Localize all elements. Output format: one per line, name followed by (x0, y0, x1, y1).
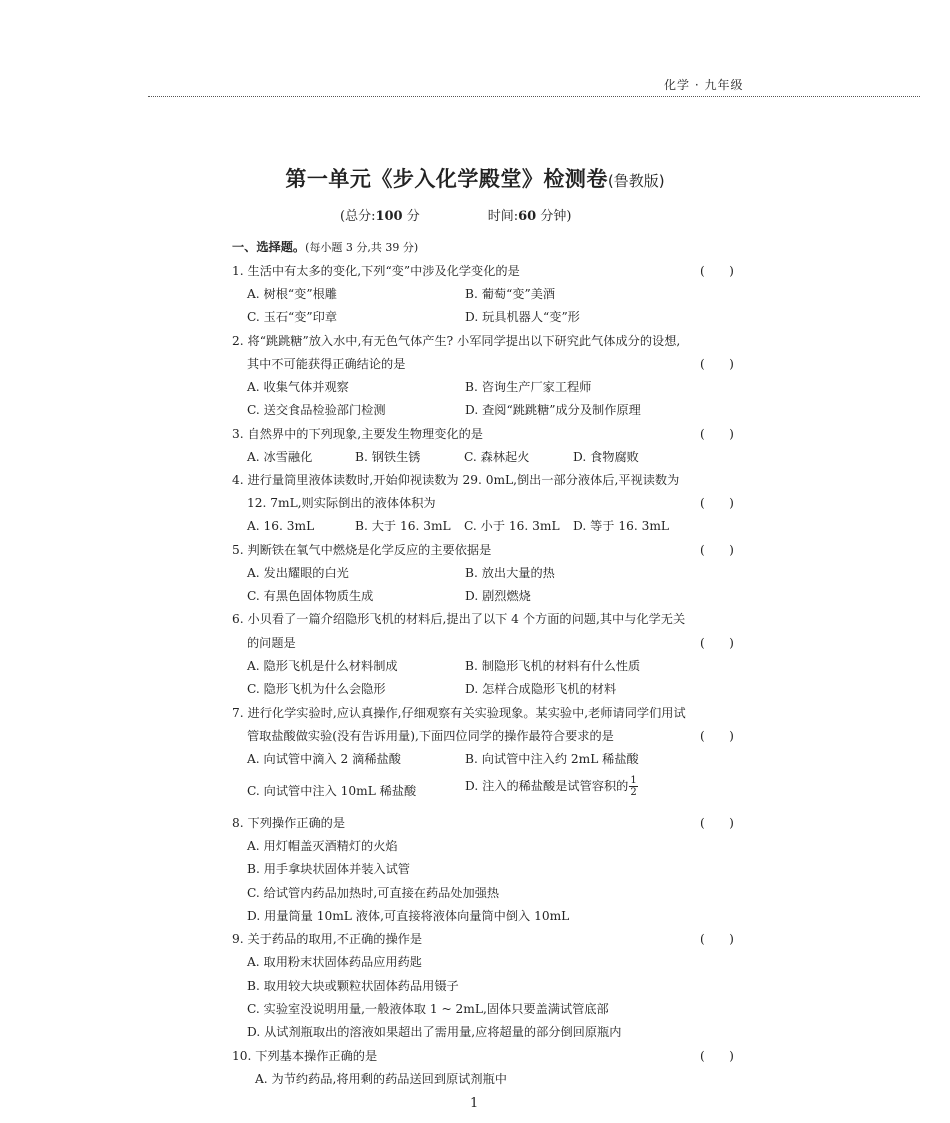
q6-option-a: A. 隐形飞机是什么材料制成 (247, 659, 398, 673)
q4-option-b: B. 大于 16. 3mL (355, 519, 451, 533)
total-score-unit: 分 (402, 209, 420, 224)
q2-stem-line1: 2. 将“跳跳糖”放入水中,有无色气体产生? 小军同学提出以下研究此气体成分的设想, (232, 334, 681, 348)
q7-option-a: A. 向试管中滴入 2 滴稀盐酸 (247, 752, 401, 766)
q5-option-d: D. 剧烈燃烧 (465, 589, 531, 603)
q1-option-c: C. 玉石“变”印章 (247, 310, 338, 324)
header-rule (148, 96, 920, 97)
q9-option-d: D. 从试剂瓶取出的溶液如果超出了需用量,应将超量的部分倒回原瓶内 (247, 1025, 622, 1039)
page-number: 1 (470, 1096, 479, 1111)
q1-stem: 1. 生活中有太多的变化,下列“变”中涉及化学变化的是 (232, 264, 520, 278)
q4-stem-line1: 4. 进行量筒里液体读数时,开始仰视读数为 29. 0mL,倒出一部分液体后,平视读数为 (232, 473, 680, 487)
q6-stem-line1: 6. 小贝看了一篇介绍隐形飞机的材料后,提出了以下 4 个方面的问题,其中与化学无关 (232, 612, 686, 626)
time-label: 时间: (487, 209, 519, 224)
title-main: 第一单元《步入化学殿堂》检测卷 (285, 167, 608, 191)
header-label: 化学 · 九年级 (664, 78, 744, 92)
q4-option-c: C. 小于 16. 3mL (464, 519, 560, 533)
fraction-denominator: 2 (630, 787, 637, 798)
q8-option-b: B. 用手拿块状固体并装入试管 (247, 862, 410, 876)
time-unit: 分钟) (536, 209, 572, 224)
q9-answer-blank: ( ) (700, 932, 734, 946)
fraction-numerator: 1 (630, 775, 637, 786)
q2-stem-line2: 其中不可能获得正确结论的是 (247, 357, 406, 371)
q9-option-b: B. 取用较大块或颗粒状固体药品用镊子 (247, 979, 459, 993)
q8-option-c: C. 给试管内药品加热时,可直接在药品处加强热 (247, 886, 500, 900)
total-score-value: 100 (375, 209, 403, 224)
q3-option-b: B. 钢铁生锈 (355, 450, 421, 464)
q6-stem-line2: 的问题是 (247, 636, 296, 650)
q5-answer-blank: ( ) (700, 543, 734, 557)
q8-stem: 8. 下列操作正确的是 (232, 816, 346, 830)
q10-answer-blank: ( ) (700, 1049, 734, 1063)
section-note: (每小题 3 分,共 39 分) (305, 241, 419, 254)
page-title (0, 163, 950, 193)
total-score-label: (总分: (340, 209, 376, 224)
q1-option-d: D. 玩具机器人“变”形 (465, 310, 580, 324)
q9-option-c: C. 实验室没说明用量,一般液体取 1 ~ 2mL,固体只要盖满试管底部 (247, 1002, 609, 1016)
q2-option-c: C. 送交食品检验部门检测 (247, 403, 386, 417)
q7-option-d (465, 775, 638, 798)
q7-option-d-text: D. 注入的稀盐酸是试管容积的 (465, 779, 629, 793)
q3-option-d: D. 食物腐败 (573, 450, 639, 464)
q2-option-a: A. 收集气体并观察 (247, 380, 349, 394)
score-time-line (340, 205, 571, 224)
q7-answer-blank: ( ) (700, 729, 734, 743)
q8-option-d: D. 用量筒量 10mL 液体,可直接将液体向量筒中倒入 10mL (247, 909, 570, 923)
q3-answer-blank: ( ) (700, 427, 734, 441)
q2-answer-blank: ( ) (700, 357, 734, 371)
q1-option-a: A. 树根“变”根雕 (247, 287, 337, 301)
q1-option-b: B. 葡萄“变”美酒 (465, 287, 556, 301)
q5-stem: 5. 判断铁在氧气中燃烧是化学反应的主要依据是 (232, 543, 492, 557)
q4-answer-blank: ( ) (700, 496, 734, 510)
q8-option-a: A. 用灯帽盖灭酒精灯的火焰 (247, 839, 398, 853)
q1-answer-blank: ( ) (700, 264, 734, 278)
q2-option-b: B. 咨询生产厂家工程师 (465, 380, 592, 394)
q2-option-d: D. 查阅“跳跳糖”成分及制作原理 (465, 403, 641, 417)
q5-option-c: C. 有黑色固体物质生成 (247, 589, 374, 603)
fraction-one-half (629, 775, 637, 798)
q8-answer-blank: ( ) (700, 816, 734, 830)
title-edition: (鲁教版) (607, 172, 665, 190)
section-heading (232, 238, 418, 257)
q5-option-a: A. 发出耀眼的白光 (247, 566, 349, 580)
section-title: 一、选择题。 (232, 240, 306, 254)
q3-option-c: C. 森林起火 (464, 450, 530, 464)
q4-option-a: A. 16. 3mL (247, 519, 315, 533)
q7-stem-line1: 7. 进行化学实验时,应认真操作,仔细观察有关实验现象。某实验中,老师请同学们用试 (232, 706, 686, 720)
q6-option-d: D. 怎样合成隐形飞机的材料 (465, 682, 617, 696)
q7-option-c: C. 向试管中注入 10mL 稀盐酸 (247, 784, 417, 798)
q7-option-b: B. 向试管中注入约 2mL 稀盐酸 (465, 752, 639, 766)
q9-stem: 9. 关于药品的取用,不正确的操作是 (232, 932, 423, 946)
q6-option-b: B. 制隐形飞机的材料有什么性质 (465, 659, 641, 673)
q6-option-c: C. 隐形飞机为什么会隐形 (247, 682, 386, 696)
q3-stem: 3. 自然界中的下列现象,主要发生物理变化的是 (232, 427, 483, 441)
q7-stem-line2: 管取盐酸做实验(没有告诉用量),下面四位同学的操作最符合要求的是 (247, 729, 614, 743)
q9-option-a: A. 取用粉末状固体药品应用药匙 (247, 955, 422, 969)
time-value: 60 (518, 209, 537, 224)
q10-stem: 10. 下列基本操作正确的是 (232, 1049, 378, 1063)
q10-option-a: A. 为节约药品,将用剩的药品送回到原试剂瓶中 (255, 1072, 507, 1086)
q3-option-a: A. 冰雪融化 (247, 450, 313, 464)
q6-answer-blank: ( ) (700, 636, 734, 650)
q4-stem-line2: 12. 7mL,则实际倒出的液体体积为 (247, 496, 436, 510)
q4-option-d: D. 等于 16. 3mL (573, 519, 669, 533)
q5-option-b: B. 放出大量的热 (465, 566, 555, 580)
